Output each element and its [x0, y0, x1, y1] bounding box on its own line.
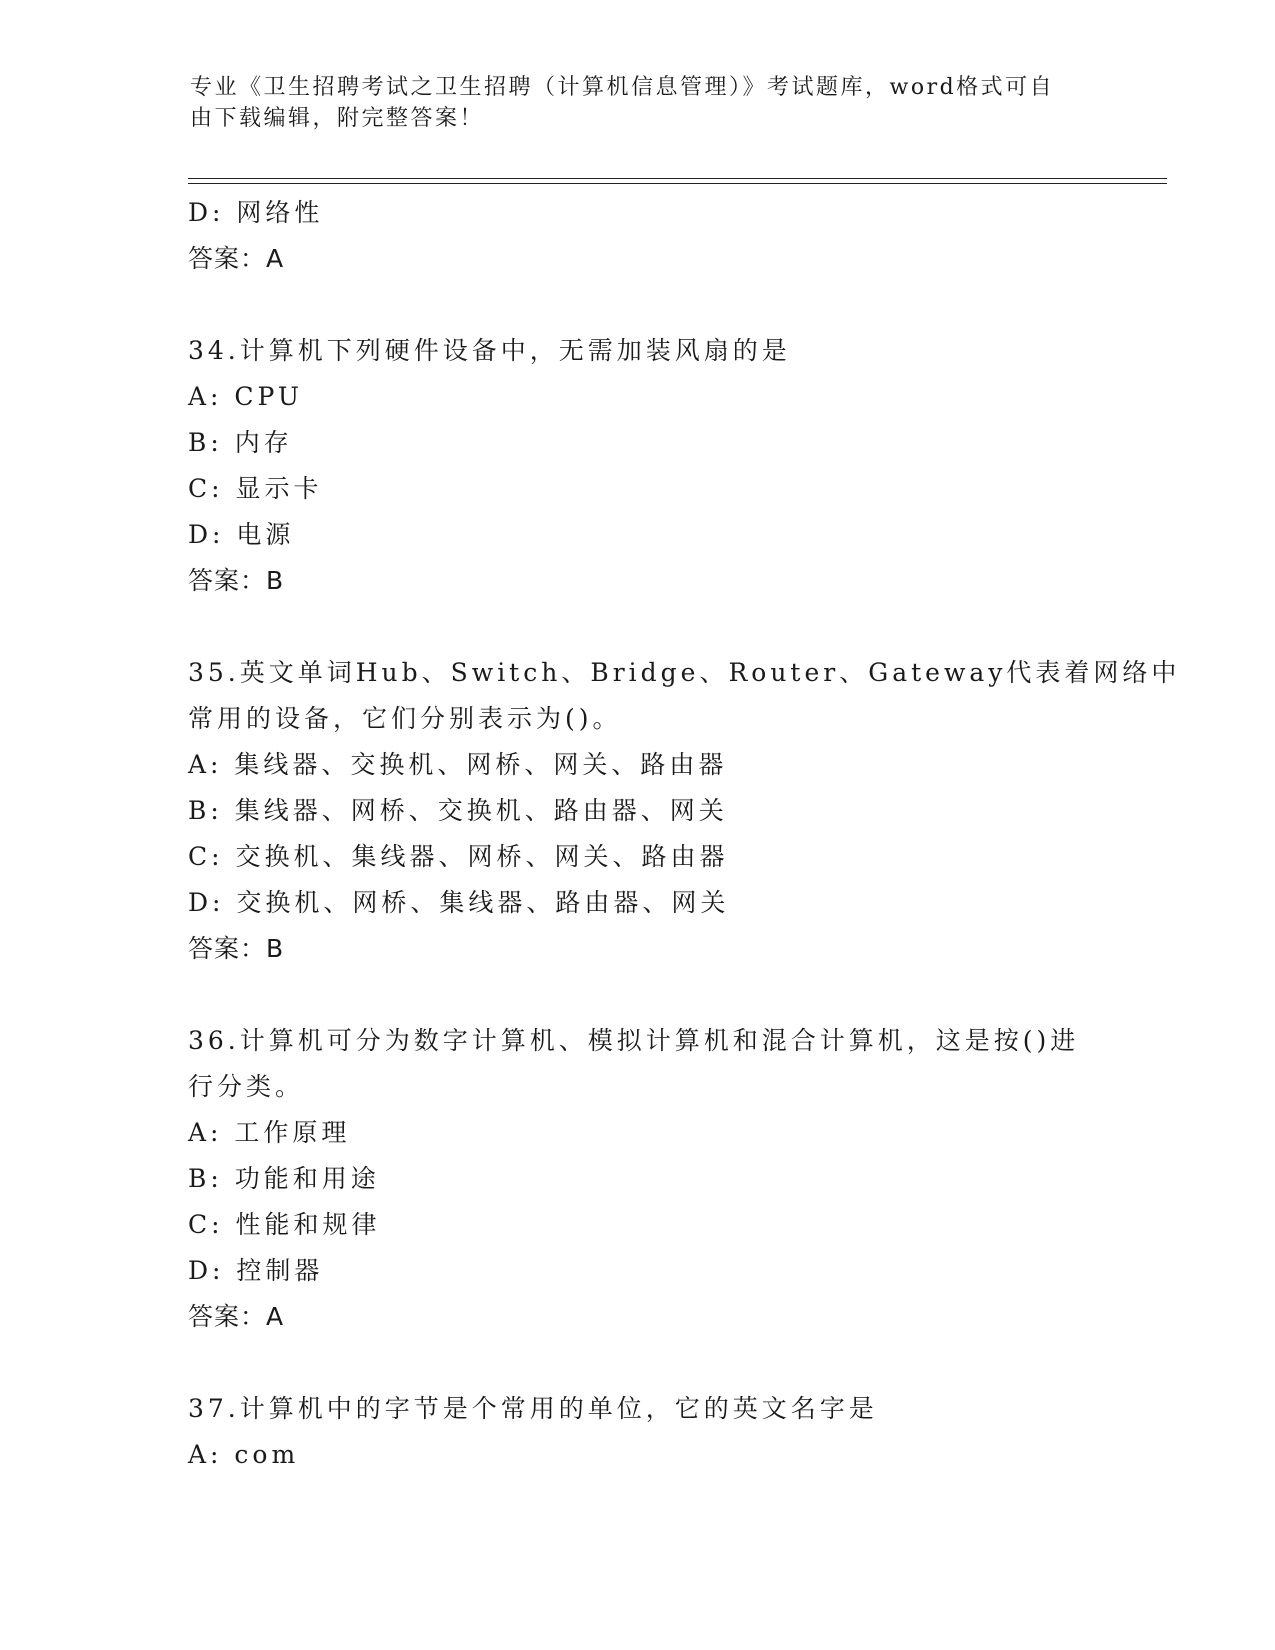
document-body	[188, 190, 1181, 1478]
option-b: B: 集线器、网桥、交换机、路由器、网关	[188, 796, 728, 825]
document-header	[190, 72, 1070, 134]
option-b: B: 功能和用途	[188, 1164, 380, 1193]
option-a: A: com	[188, 1440, 300, 1469]
question-text: 37.计算机中的字节是个常用的单位，它的英文名字是	[188, 1394, 878, 1423]
header-rule-top	[188, 178, 1167, 179]
spacer	[188, 1340, 1088, 1386]
question-35	[188, 650, 1181, 972]
question-text-cont: 行分类。	[188, 1072, 305, 1101]
answer: 答案：A	[188, 244, 285, 273]
answer: 答案：A	[188, 1302, 285, 1331]
question-text: 36.计算机可分为数字计算机、模拟计算机和混合计算机，这是按()进	[188, 1026, 1080, 1055]
question-34	[188, 328, 1088, 604]
option-a: A: 集线器、交换机、网桥、网关、路由器	[188, 750, 728, 779]
spacer	[188, 604, 1088, 650]
spacer	[188, 282, 1088, 328]
question-text-cont: 常用的设备，它们分别表示为()。	[188, 704, 622, 733]
spacer	[188, 972, 1088, 1018]
answer: 答案：B	[188, 566, 285, 595]
question-text: 35.英文单词Hub、Switch、Bridge、Router、Gateway代表着网络中	[188, 658, 1181, 687]
option-d: D: 控制器	[188, 1256, 324, 1285]
question-37	[188, 1386, 1088, 1478]
option-a: A: CPU	[188, 382, 304, 411]
answer: 答案：B	[188, 934, 285, 963]
question-36	[188, 1018, 1088, 1340]
option-c: C: 显示卡	[188, 474, 323, 503]
option-c: C: 交换机、集线器、网桥、网关、路由器	[188, 842, 729, 871]
option-b: B: 内存	[188, 428, 293, 457]
option-d: D: 交换机、网桥、集线器、路由器、网关	[188, 888, 730, 917]
header-rule-bottom	[188, 183, 1167, 184]
question-text: 34.计算机下列硬件设备中，无需加装风扇的是	[188, 336, 791, 365]
option-c: C: 性能和规律	[188, 1210, 381, 1239]
option-d: D: 电源	[188, 520, 295, 549]
header-line-2: 由下载编辑，附完整答案！	[190, 106, 485, 131]
header-line-1: 专业《卫生招聘考试之卫生招聘（计算机信息管理）》考试题库，word格式可自	[190, 75, 1055, 100]
option-a: A: 工作原理	[188, 1118, 351, 1147]
option-d: D: 网络性	[188, 198, 324, 227]
